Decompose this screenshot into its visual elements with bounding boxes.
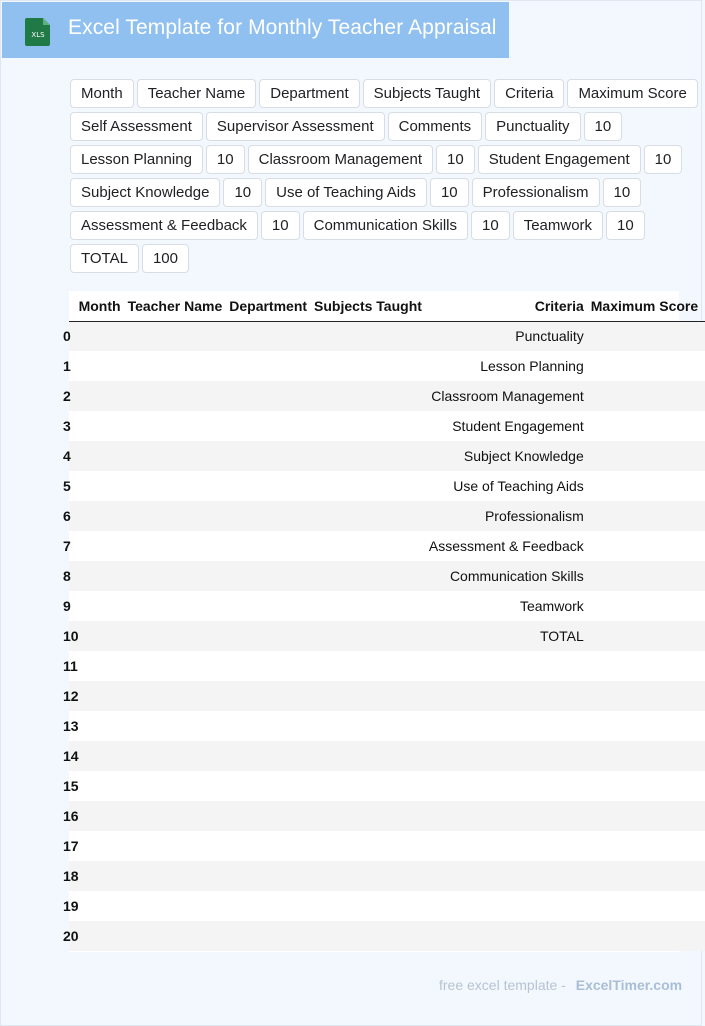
table-cell[interactable] bbox=[591, 891, 705, 921]
header-banner bbox=[2, 2, 509, 58]
table-cell[interactable] bbox=[229, 831, 314, 861]
table-row bbox=[69, 531, 705, 561]
table-cell[interactable] bbox=[128, 711, 230, 741]
row-index-label: 14 bbox=[63, 748, 79, 764]
table-cell[interactable] bbox=[79, 681, 128, 711]
table-row bbox=[69, 711, 705, 741]
table-cell[interactable] bbox=[128, 681, 230, 711]
field-chip[interactable]: TOTAL bbox=[70, 244, 139, 273]
table-cell[interactable] bbox=[314, 861, 429, 891]
table-cell[interactable] bbox=[591, 441, 705, 471]
table-cell[interactable] bbox=[229, 411, 314, 441]
field-chip[interactable]: Self Assessment bbox=[70, 112, 203, 141]
field-chip[interactable]: Teacher Name bbox=[137, 79, 257, 108]
table-cell[interactable] bbox=[229, 501, 314, 531]
table-row bbox=[69, 591, 705, 621]
table-row bbox=[69, 621, 705, 651]
table-row bbox=[69, 381, 705, 411]
row-index-label: 12 bbox=[63, 688, 79, 704]
row-index-label: 4 bbox=[63, 448, 71, 464]
table-cell[interactable] bbox=[229, 441, 314, 471]
field-chip[interactable]: 10 bbox=[584, 112, 623, 141]
row-index-label: 16 bbox=[63, 808, 79, 824]
table-row bbox=[69, 891, 705, 921]
table-cell[interactable] bbox=[314, 711, 429, 741]
row-index bbox=[63, 561, 79, 591]
field-chip[interactable]: Assessment & Feedback bbox=[70, 211, 258, 240]
table-cell[interactable] bbox=[314, 621, 429, 651]
table-row bbox=[69, 741, 705, 771]
table-cell[interactable] bbox=[229, 801, 314, 831]
table-cell[interactable]: Subject Knowledge bbox=[463, 448, 584, 464]
field-chip[interactable]: Classroom Management bbox=[248, 145, 433, 174]
table-cell[interactable] bbox=[128, 771, 230, 801]
table-cell[interactable] bbox=[128, 591, 230, 621]
table-cell[interactable]: Lesson Planning bbox=[480, 358, 584, 374]
table-cell[interactable] bbox=[79, 861, 128, 891]
table-cell[interactable] bbox=[314, 681, 429, 711]
field-chip[interactable]: 10 bbox=[261, 211, 300, 240]
field-chip[interactable]: 10 bbox=[471, 211, 510, 240]
table-cell[interactable]: Student Engagement bbox=[452, 418, 584, 434]
table-cell[interactable] bbox=[128, 861, 230, 891]
row-index-label: 19 bbox=[63, 898, 79, 914]
svg-text:XLS: XLS bbox=[31, 31, 45, 39]
table-cell[interactable] bbox=[229, 741, 314, 771]
field-chip[interactable]: Month bbox=[70, 79, 134, 108]
table-cell[interactable] bbox=[429, 771, 591, 801]
field-chip[interactable]: Department bbox=[259, 79, 359, 108]
table-row bbox=[69, 561, 705, 591]
table-row bbox=[69, 831, 705, 861]
table-cell[interactable]: TOTAL bbox=[539, 628, 584, 644]
table-cell[interactable] bbox=[314, 741, 429, 771]
row-index-label: 20 bbox=[63, 928, 79, 944]
table-cell[interactable] bbox=[229, 561, 314, 591]
row-index bbox=[63, 351, 79, 381]
column-header[interactable]: Maximum Score bbox=[591, 291, 705, 321]
table-cell[interactable] bbox=[429, 741, 591, 771]
table-row bbox=[69, 801, 705, 831]
table-cell[interactable] bbox=[591, 771, 705, 801]
table-cell[interactable] bbox=[314, 411, 429, 441]
field-chip[interactable]: 10 bbox=[430, 178, 469, 207]
row-index bbox=[63, 651, 79, 681]
table-cell[interactable] bbox=[314, 831, 429, 861]
field-chip-list bbox=[70, 79, 700, 273]
table-cell[interactable] bbox=[429, 711, 591, 741]
table-cell[interactable] bbox=[128, 921, 230, 951]
table-cell[interactable] bbox=[229, 321, 314, 351]
table-cell[interactable] bbox=[591, 921, 705, 951]
row-index-label: 9 bbox=[63, 598, 71, 614]
table-cell[interactable] bbox=[79, 351, 128, 381]
row-index-label: 8 bbox=[63, 568, 71, 584]
table-cell[interactable] bbox=[79, 621, 128, 651]
table-cell[interactable] bbox=[314, 921, 429, 951]
row-index bbox=[63, 591, 79, 621]
field-chip[interactable]: 10 bbox=[603, 178, 642, 207]
table-cell[interactable] bbox=[314, 531, 429, 561]
xls-file-icon bbox=[24, 16, 52, 46]
row-index bbox=[63, 921, 79, 951]
table-row bbox=[69, 441, 705, 471]
table-cell[interactable] bbox=[314, 441, 429, 471]
column-header[interactable] bbox=[69, 291, 79, 321]
row-index bbox=[63, 621, 79, 651]
row-index bbox=[63, 891, 79, 921]
row-index-label: 5 bbox=[63, 478, 71, 494]
table-cell[interactable] bbox=[128, 501, 230, 531]
field-chip[interactable]: Use of Teaching Aids bbox=[265, 178, 427, 207]
table-cell[interactable] bbox=[591, 321, 705, 351]
table-cell[interactable]: Teamwork bbox=[519, 598, 584, 614]
table-cell[interactable]: Professionalism bbox=[484, 508, 584, 524]
table-cell[interactable] bbox=[79, 591, 128, 621]
table-header-row bbox=[69, 291, 705, 321]
table-cell[interactable] bbox=[229, 681, 314, 711]
table-cell[interactable] bbox=[591, 591, 705, 621]
table-cell[interactable] bbox=[229, 591, 314, 621]
table-cell[interactable] bbox=[79, 561, 128, 591]
table-cell[interactable] bbox=[79, 501, 128, 531]
table-cell[interactable] bbox=[229, 921, 314, 951]
table-cell[interactable] bbox=[128, 891, 230, 921]
data-table-viewport[interactable] bbox=[63, 291, 699, 952]
table-cell[interactable] bbox=[79, 711, 128, 741]
table-cell[interactable] bbox=[229, 711, 314, 741]
table-cell[interactable] bbox=[591, 831, 705, 861]
field-chip[interactable]: 100 bbox=[142, 244, 189, 273]
table-cell[interactable] bbox=[314, 351, 429, 381]
table-cell[interactable] bbox=[79, 921, 128, 951]
table-cell[interactable] bbox=[229, 651, 314, 681]
table-cell[interactable] bbox=[229, 381, 314, 411]
table-cell[interactable] bbox=[79, 441, 128, 471]
table-cell[interactable] bbox=[79, 741, 128, 771]
row-index-label: 2 bbox=[63, 388, 71, 404]
row-index-label: 7 bbox=[63, 538, 71, 554]
row-index bbox=[63, 801, 79, 831]
table-row bbox=[69, 651, 705, 681]
table-cell[interactable] bbox=[591, 531, 705, 561]
table-cell[interactable] bbox=[79, 831, 128, 861]
table-cell[interactable] bbox=[591, 501, 705, 531]
table-cell[interactable] bbox=[128, 471, 230, 501]
table-cell[interactable] bbox=[429, 681, 591, 711]
table-cell[interactable] bbox=[229, 351, 314, 381]
row-index-label: 0 bbox=[63, 328, 71, 345]
row-index-label: 17 bbox=[63, 838, 79, 854]
table-cell[interactable] bbox=[79, 411, 128, 441]
table-cell[interactable] bbox=[591, 471, 705, 501]
page-title: Excel Template for Monthly Teacher Appraisal bbox=[68, 16, 497, 39]
table-cell[interactable] bbox=[429, 921, 591, 951]
table-cell[interactable] bbox=[229, 531, 314, 561]
field-chip[interactable]: Student Engagement bbox=[478, 145, 641, 174]
table-cell[interactable] bbox=[128, 561, 230, 591]
row-index bbox=[63, 681, 79, 711]
table-cell[interactable] bbox=[229, 771, 314, 801]
row-index-label: 15 bbox=[63, 778, 79, 794]
column-header[interactable]: Department bbox=[229, 291, 314, 321]
table-cell[interactable] bbox=[429, 801, 591, 831]
field-chip[interactable]: 10 bbox=[606, 211, 645, 240]
table-row bbox=[69, 351, 705, 381]
table-cell[interactable] bbox=[591, 801, 705, 831]
table-cell[interactable] bbox=[128, 441, 230, 471]
table-cell[interactable] bbox=[591, 561, 705, 591]
field-chip[interactable]: Teamwork bbox=[513, 211, 603, 240]
table-cell[interactable] bbox=[591, 351, 705, 381]
field-chip[interactable]: 10 bbox=[436, 145, 475, 174]
table-cell[interactable] bbox=[429, 831, 591, 861]
field-chip[interactable]: Maximum Score bbox=[567, 79, 697, 108]
table-cell[interactable] bbox=[128, 651, 230, 681]
table-cell[interactable] bbox=[314, 651, 429, 681]
table-body bbox=[63, 321, 705, 951]
table-row bbox=[69, 681, 705, 711]
table-cell[interactable] bbox=[128, 831, 230, 861]
table-cell[interactable] bbox=[79, 891, 128, 921]
row-index bbox=[63, 411, 79, 441]
field-chip[interactable]: Criteria bbox=[494, 79, 564, 108]
row-index bbox=[63, 321, 79, 351]
table-cell[interactable] bbox=[591, 381, 705, 411]
row-index bbox=[63, 771, 79, 801]
table-cell[interactable] bbox=[79, 801, 128, 831]
table-cell[interactable] bbox=[128, 621, 230, 651]
table-cell[interactable] bbox=[79, 471, 128, 501]
table-cell[interactable] bbox=[128, 381, 230, 411]
table-cell[interactable] bbox=[314, 561, 429, 591]
table-cell[interactable] bbox=[128, 741, 230, 771]
row-index-label: 13 bbox=[63, 718, 79, 734]
row-index-label: 18 bbox=[63, 868, 79, 884]
row-index bbox=[63, 861, 79, 891]
table-cell[interactable]: Communication Skills bbox=[449, 568, 584, 584]
field-chip[interactable]: 10 bbox=[644, 145, 683, 174]
table-cell[interactable] bbox=[591, 711, 705, 741]
row-index-label: 6 bbox=[63, 508, 71, 524]
row-index bbox=[63, 831, 79, 861]
table-cell[interactable] bbox=[229, 861, 314, 891]
table-cell[interactable] bbox=[128, 351, 230, 381]
table-cell[interactable] bbox=[591, 741, 705, 771]
field-chip[interactable]: Subjects Taught bbox=[363, 79, 491, 108]
table-cell[interactable] bbox=[314, 591, 429, 621]
column-header[interactable]: Month bbox=[79, 291, 128, 321]
field-chip[interactable]: Communication Skills bbox=[303, 211, 468, 240]
table-cell[interactable] bbox=[314, 471, 429, 501]
table-cell[interactable] bbox=[591, 651, 705, 681]
table-cell[interactable] bbox=[591, 681, 705, 711]
field-chip[interactable]: 10 bbox=[223, 178, 262, 207]
table-cell[interactable] bbox=[229, 471, 314, 501]
table-cell[interactable] bbox=[128, 801, 230, 831]
row-index-label: 1 bbox=[63, 358, 71, 374]
row-index-label: 10 bbox=[63, 628, 79, 644]
table-cell[interactable]: Punctuality bbox=[515, 328, 584, 345]
table-cell[interactable]: Use of Teaching Aids bbox=[453, 478, 584, 494]
table-cell[interactable] bbox=[79, 381, 128, 411]
field-chip[interactable]: Lesson Planning bbox=[70, 145, 203, 174]
column-header[interactable]: Criteria bbox=[429, 291, 591, 321]
table-row bbox=[69, 411, 705, 441]
table-cell[interactable] bbox=[128, 411, 230, 441]
table-cell[interactable] bbox=[229, 891, 314, 921]
row-index bbox=[63, 531, 79, 561]
row-index bbox=[63, 501, 79, 531]
table-cell[interactable] bbox=[314, 771, 429, 801]
table-cell[interactable] bbox=[79, 321, 128, 351]
row-index bbox=[63, 741, 79, 771]
table-cell[interactable] bbox=[79, 651, 128, 681]
footer-text: free excel template - bbox=[439, 977, 566, 993]
table-cell[interactable] bbox=[79, 771, 128, 801]
table-row bbox=[69, 771, 705, 801]
table-cell[interactable] bbox=[591, 411, 705, 441]
table-cell[interactable] bbox=[591, 861, 705, 891]
table-cell[interactable] bbox=[314, 501, 429, 531]
field-chip[interactable]: Professionalism bbox=[472, 178, 600, 207]
table-cell[interactable] bbox=[591, 621, 705, 651]
table-cell[interactable] bbox=[128, 321, 230, 351]
table-row bbox=[69, 861, 705, 891]
row-index bbox=[63, 381, 79, 411]
row-index bbox=[63, 471, 79, 501]
table-cell[interactable]: Classroom Management bbox=[431, 388, 584, 404]
column-header[interactable]: Subjects Taught bbox=[314, 291, 429, 321]
row-index bbox=[63, 441, 79, 471]
table-row bbox=[69, 321, 705, 351]
table-cell[interactable] bbox=[314, 321, 429, 351]
table-row bbox=[69, 471, 705, 501]
table-cell[interactable] bbox=[229, 621, 314, 651]
field-chip[interactable]: Subject Knowledge bbox=[70, 178, 220, 207]
column-header[interactable]: Teacher Name bbox=[128, 291, 230, 321]
table-row bbox=[69, 501, 705, 531]
row-index bbox=[63, 711, 79, 741]
row-index-label: 11 bbox=[63, 658, 78, 674]
table-cell[interactable] bbox=[314, 381, 429, 411]
table-cell[interactable] bbox=[314, 891, 429, 921]
table-cell[interactable] bbox=[429, 651, 591, 681]
field-chip[interactable]: Supervisor Assessment bbox=[206, 112, 385, 141]
row-index-label: 3 bbox=[63, 418, 71, 434]
table-cell[interactable] bbox=[429, 891, 591, 921]
footer-brand-link[interactable]: ExcelTimer.com bbox=[575, 977, 683, 993]
data-table bbox=[63, 291, 705, 951]
table-cell[interactable]: Assessment & Feedback bbox=[428, 538, 584, 554]
table-cell[interactable] bbox=[79, 531, 128, 561]
table-cell[interactable] bbox=[314, 801, 429, 831]
table-cell[interactable] bbox=[128, 531, 230, 561]
table-cell[interactable] bbox=[429, 861, 591, 891]
field-chip[interactable]: 10 bbox=[206, 145, 245, 174]
field-chip[interactable]: Comments bbox=[388, 112, 483, 141]
table-row bbox=[69, 921, 705, 951]
field-chip[interactable]: Punctuality bbox=[485, 112, 580, 141]
footer bbox=[439, 977, 682, 993]
